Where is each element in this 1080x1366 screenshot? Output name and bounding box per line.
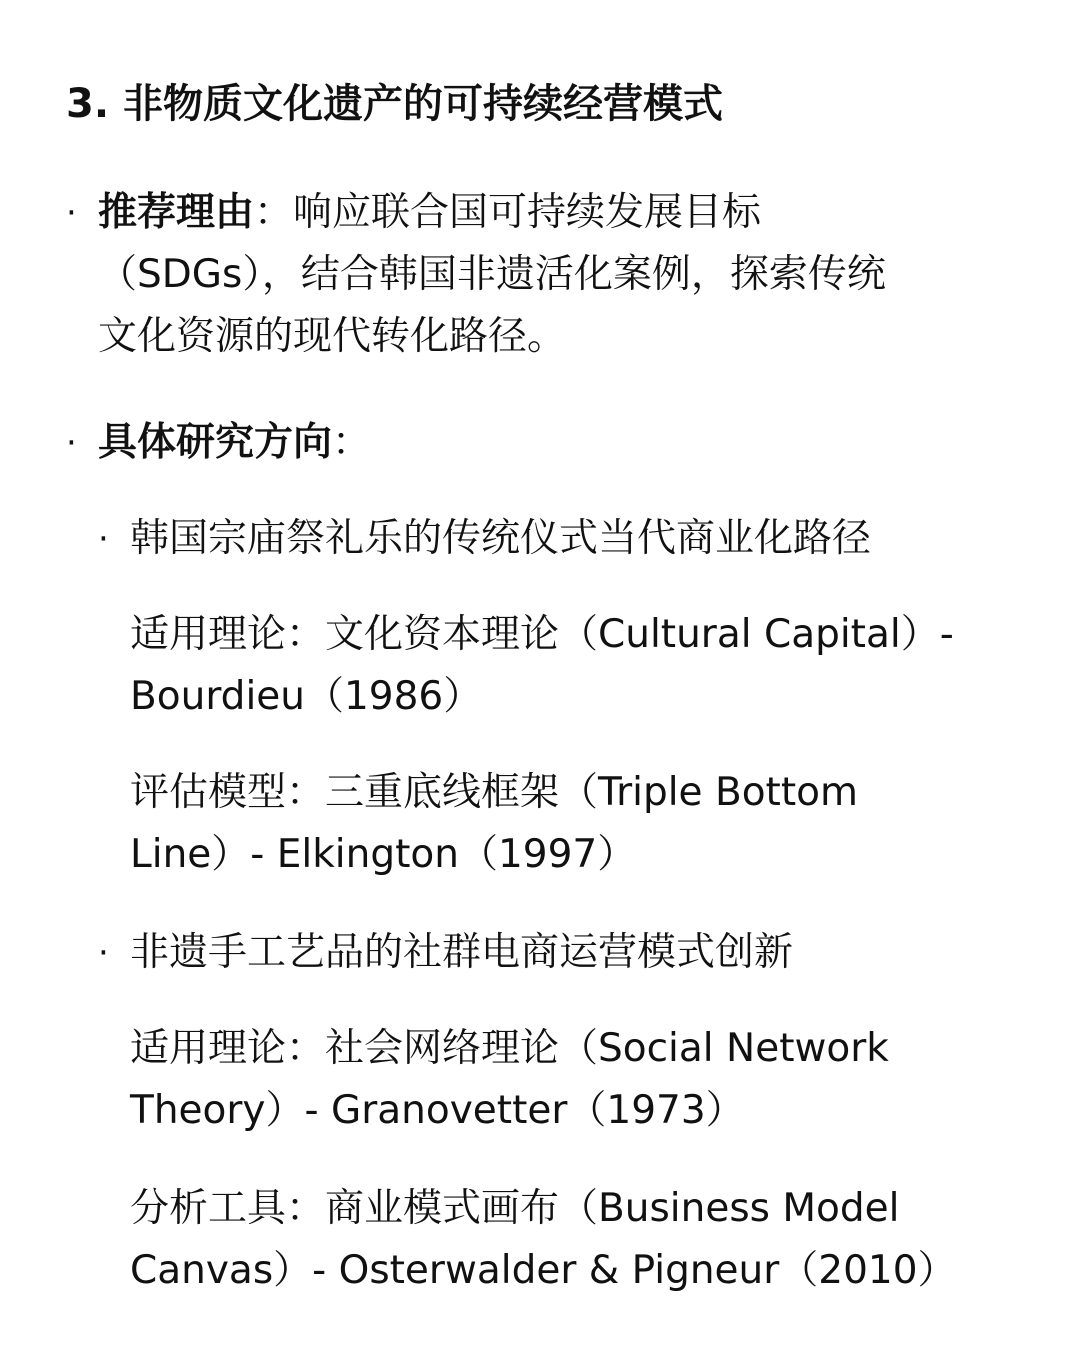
item-reason-line-3: 文化资源的现代转化路径。 <box>98 314 567 359</box>
sub-item-detail-line: 分析工具：商业模式画布（Business Model <box>130 1186 900 1231</box>
sub-item-title: 非遗手工艺品的社群电商运营模式创新 <box>130 930 794 975</box>
sub-item-detail-line: 适用理论：社会网络理论（Social Network <box>130 1026 889 1071</box>
bullet-dot: · <box>66 193 77 233</box>
item-reason-line-2: （SDGs），结合韩国非遗活化案例，探索传统 <box>98 252 886 297</box>
sub-bullet-dot: · <box>98 933 109 973</box>
bullet-dot: · <box>66 423 77 463</box>
sub-item-detail-line: 评估模型：三重底线框架（Triple Bottom <box>130 770 858 815</box>
item-reason-text-1: 响应联合国可持续发展目标 <box>293 190 762 235</box>
item-directions-label: 具体研究方向 <box>98 420 333 465</box>
sub-bullet-dot: · <box>98 519 109 559</box>
sub-item-title: 韩国宗庙祭礼乐的传统仪式当代商业化路径 <box>130 516 872 561</box>
sub-item-detail-line: Bourdieu（1986） <box>130 674 483 719</box>
sub-item-detail-line: Canvas）- Osterwalder & Pigneur（2010） <box>130 1248 957 1293</box>
sub-item-detail-line: 适用理论：文化资本理论（Cultural Capital）- <box>130 612 954 657</box>
sub-item-detail-line: Theory）- Granovetter（1973） <box>130 1088 745 1133</box>
item-directions-colon: ： <box>332 420 372 465</box>
section-heading: 3. 非物质文化遗产的可持续经营模式 <box>66 81 723 127</box>
item-reason-line-1 <box>98 182 761 244</box>
sub-item-detail-line: Line）- Elkington（1997） <box>130 832 637 877</box>
item-directions-line <box>98 412 371 474</box>
item-reason-label: 推荐理由 <box>98 190 255 235</box>
item-reason-colon: ： <box>254 190 294 235</box>
